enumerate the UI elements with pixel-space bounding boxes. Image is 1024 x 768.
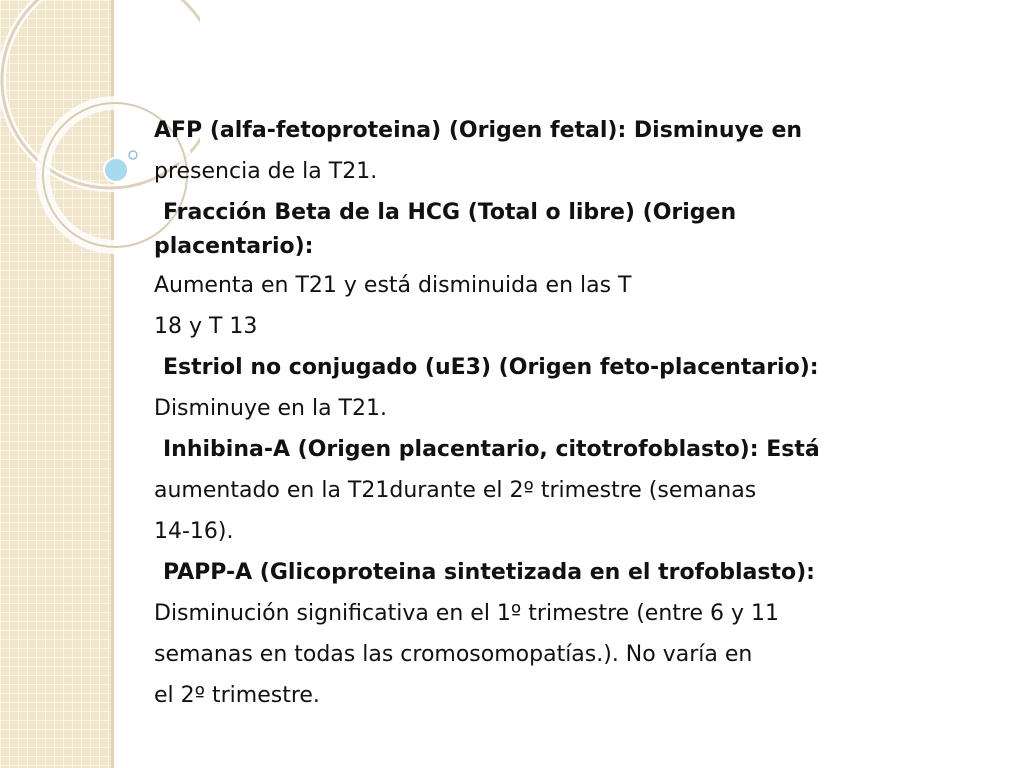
text-line xyxy=(154,388,954,429)
text-line xyxy=(154,306,954,347)
text-line xyxy=(154,634,954,675)
line-segment: PAPP-A (Glicoproteina sintetizada en el trofoblasto): xyxy=(163,560,815,585)
line-segment: presencia de la T21. xyxy=(154,159,378,184)
slide-body xyxy=(154,110,954,716)
line-segment: 18 y T 13 xyxy=(154,314,258,339)
line-segment: Inhibina-A (Origen placentario, citotrofoblasto): Está xyxy=(163,437,820,462)
text-line xyxy=(154,552,954,593)
text-line xyxy=(154,197,954,229)
text-line xyxy=(154,347,954,388)
text-line xyxy=(154,675,954,716)
line-segment: placentario): xyxy=(154,234,314,259)
text-line xyxy=(154,429,954,470)
text-line xyxy=(154,511,954,552)
line-segment: Aumenta en T21 y está disminuida en las T xyxy=(154,273,632,298)
bead-large xyxy=(104,158,128,182)
line-segment: Fracción Beta de la HCG (Total o libre) (Origen xyxy=(163,200,737,225)
line-segment: semanas en todas las cromosomopatías.). No varía en xyxy=(154,642,753,667)
line-segment: Disminución significativa en el 1º trimestre (entre 6 y 11 xyxy=(154,601,779,626)
line-segment: Estriol no conjugado (uE3) (Origen feto-placentario): xyxy=(163,355,819,380)
line-segment: 14-16). xyxy=(154,519,234,544)
text-line xyxy=(154,593,954,634)
text-line xyxy=(154,470,954,511)
line-segment: Disminuye en la T21. xyxy=(154,396,387,421)
line-segment: aumentado en la T21durante el 2º trimestre (semanas xyxy=(154,478,757,503)
line-segment: AFP (alfa-fetoproteina) (Origen fetal): Disminuye en xyxy=(154,118,803,143)
text-line xyxy=(154,265,954,306)
line-segment: el 2º trimestre. xyxy=(154,683,320,708)
text-line xyxy=(154,151,954,192)
text-line xyxy=(154,233,954,261)
text-line xyxy=(154,110,954,151)
bead-small xyxy=(129,151,137,159)
